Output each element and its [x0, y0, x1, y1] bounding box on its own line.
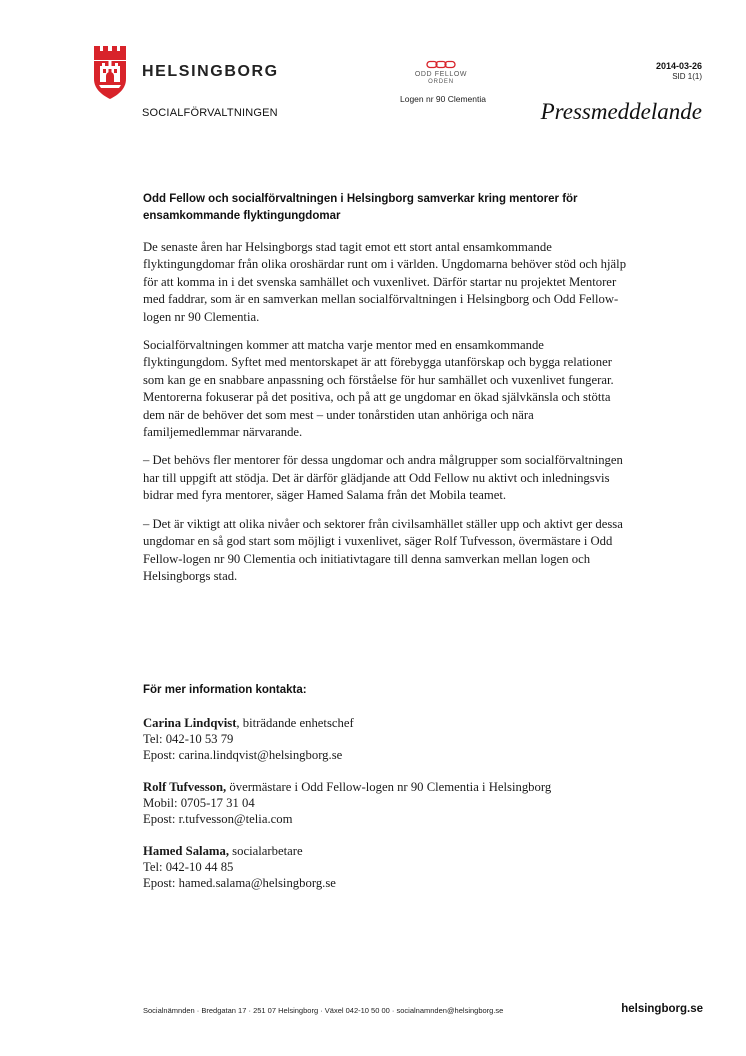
contact-phone: Tel: 042-10 44 85	[143, 860, 234, 874]
lodge-name: Logen nr 90 Clementia	[399, 94, 486, 104]
document-type: Pressmeddelande	[540, 99, 702, 124]
helsingborg-crest-logo	[93, 44, 127, 100]
article-body	[143, 239, 629, 596]
contact-entry	[143, 715, 643, 763]
contact-name: Carina Lindqvist	[143, 716, 237, 730]
contact-name: Rolf Tufvesson,	[143, 780, 227, 794]
contact-role: övermästare i Odd Fellow-logen nr 90 Clementia i Helsingborg	[226, 780, 552, 794]
press-release-headline: Odd Fellow och socialförvaltningen i Helsingborg samverkar kring mentorer för ensamkommande flyktingungdomar	[143, 193, 578, 222]
article-paragraph: – Det behövs fler mentorer för dessa ungdomar och andra målgrupper som socialförvaltningen har till uppgift att stödja. Det är därför glädjande att Odd Fellow nu aktivt och inledningsvis bidrar med fyra mentorer, säger Hamed Salama från det Mobila teamet.	[143, 453, 623, 503]
contact-name: Hamed Salama,	[143, 844, 229, 858]
contact-role: socialarbetare	[229, 844, 303, 858]
footer-website-link[interactable]: helsingborg.se	[621, 1003, 703, 1015]
contact-entry	[143, 843, 643, 891]
contact-email: Epost: carina.lindqvist@helsingborg.se	[143, 748, 343, 762]
contact-role: , biträdande enhetschef	[236, 716, 354, 730]
chain-links-icon	[426, 60, 456, 69]
contact-phone: Tel: 042-10 53 79	[143, 732, 234, 746]
footer-address: Socialnämnden · Bredgatan 17 · 251 07 Helsingborg · Växel 042-10 50 00 · socialnamnden@helsingborg.se	[143, 1006, 504, 1015]
odd-fellow-logo	[398, 60, 484, 86]
odd-fellow-logo-sub: ORDEN	[428, 79, 454, 85]
contact-email: Epost: hamed.salama@helsingborg.se	[143, 876, 336, 890]
article-paragraph: De senaste åren har Helsingborgs stad tagit emot ett stort antal ensamkommande flyktingungdomar från olika oroshärdar runt om i världen. Ungdomarna behöver stöd och hjälp för att komma in i det svenska samhället och vuxenlivet. Därför startar nu projektet Mentorer med faddrar, som är en samverkan mellan socialförvaltningen i Helsingborg och Odd Fellow-logen nr 90 Clementia.	[143, 240, 627, 324]
city-name: HELSINGBORG	[142, 63, 279, 80]
contact-list	[143, 715, 643, 907]
contact-entry	[143, 779, 643, 827]
article-paragraph: Socialförvaltningen kommer att matcha varje mentor med en ensamkommande flyktingungdom. Syftet med mentorskapet är att förebygga utanförskap och bygga relationer som kan ge en snabbare anpassning och förståelse för hur samhället och vuxenlivet fungerar. Mentorerna fokuserar på det positiva, och på att ge ungdomar en ökad självkänsla och stötta dem när de behöver det som mest – under tonårstiden utan anhöriga och nära familjemedlemmar närvarande.	[143, 338, 614, 440]
department-name: SOCIALFÖRVALTNINGEN	[142, 107, 278, 119]
odd-fellow-logo-name: ODD FELLOW	[414, 71, 468, 78]
document-date: 2014-03-26	[655, 61, 702, 71]
contact-phone: Mobil: 0705-17 31 04	[143, 796, 255, 810]
page-indicator: SID 1(1)	[672, 72, 702, 81]
article-paragraph: – Det är viktigt att olika nivåer och sektorer från civilsamhället ställer upp och aktivt ger dessa ungdomar en så god start som möjligt i vuxenlivet, säger Rolf Tufvesson, övermästare i Odd Fellow-logen nr 90 Clementia och initiativtagare till denna samverkan mellan logen och Helsingborgs stad.	[143, 516, 623, 583]
contact-email: Epost: r.tufvesson@telia.com	[143, 812, 293, 826]
contact-heading: För mer information kontakta:	[143, 684, 307, 696]
